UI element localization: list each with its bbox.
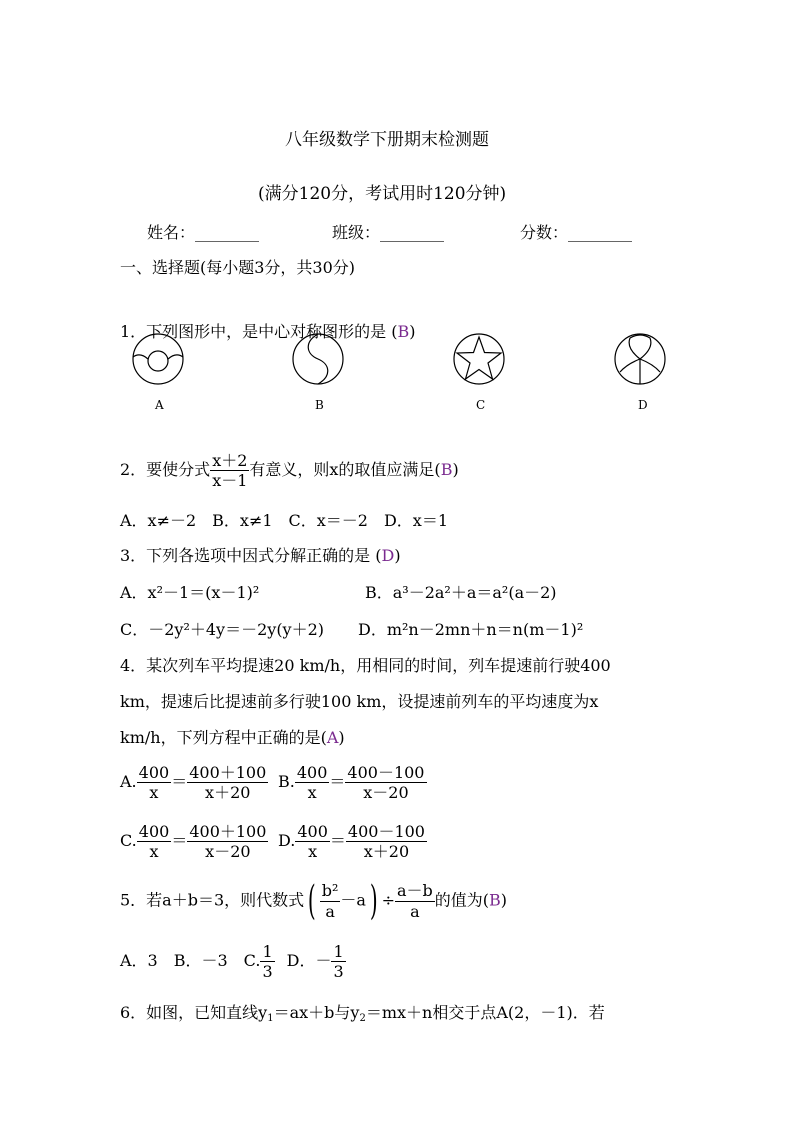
class-field: 班级：________ [332,223,445,242]
question-5: 5．若a＋b＝3，则代数式( $\frac{\text{b²}}{a}$ －a) ÷ $\frac{a-b}{a}$ 的值为(B) [120,878,508,924]
question-4-option-a: A. $\frac{400}{x}$ ＝ $\frac{400+100}{x+20}$ [120,763,267,803]
question-1: 1．下列图形中，是中心对称图形的是 (B) [120,322,416,341]
question-4-line-2: km，提速后比提速前多行驶100 km，设提速前列车的平均速度为x [120,692,599,711]
question-2: 2．要使分式 $\frac{x+2}{x-1}$ 有意义，则x的取值应满足(B) [120,451,459,491]
page-title: 八年级数学下册期末检测题 [285,130,489,150]
question-3-option-c: C．－2y²＋4y＝－2y(y＋2) [120,620,325,639]
question-3-option-a: A．x²－1＝(x－1)² [120,583,260,602]
question-6: 6．如图，已知直线$y_1=ax+b$与$y_2=mx+n$相交于点A(2，－1)．若 [120,1003,605,1024]
figure-label-d: D [638,398,648,412]
q2-fraction: $\frac{x+2}{x-1}$ [212,451,248,491]
question-5-answer: B [489,890,501,910]
figure-d [612,330,672,390]
name-field: 姓名：________ [147,223,260,242]
question-4-option-c: C. $\frac{400}{x}$ ＝ $\frac{400+100}{x-20}$ [120,822,267,862]
question-4-option-d: D. $\frac{400}{x}$ ＝ $\frac{400-100}{x+20}$ [278,822,425,862]
page-subtitle: (满分120分，考试用时120分钟) [258,184,507,204]
question-3: 3．下列各选项中因式分解正确的是 (D) [120,546,401,565]
question-3-option-d: D．m²n－2mn＋n＝n(m－1)² [358,620,584,639]
question-4-option-b: B. $\frac{400}{x}$ ＝ $\frac{400-100}{x-20}$ [278,763,425,803]
figure-label-b: B [315,398,324,412]
question-4-answer: A [326,728,339,747]
figure-b [290,330,350,390]
question-2-answer: B [440,460,453,480]
question-4-line-1: 4．某次列车平均提速20 km/h，用相同的时间，列车提速前行驶400 [120,656,611,675]
section-heading: 一、选择题(每小题3分，共30分) [120,258,356,277]
question-3-option-b: B．a³－2a²＋a＝a²(a－2) [365,583,557,602]
question-2-options: A．x≠－2 B．x≠1 C．x＝－2 D．x＝1 [120,511,449,530]
score-field: 分数：________ [520,223,633,242]
question-3-answer: D [381,546,395,565]
question-5-options: A．3 B．－3 C. $\frac{1}{3}$ D．－ $\frac{1}{3}$ [120,942,344,982]
figure-a [130,330,190,390]
question-1-answer: B [397,322,410,341]
question-4-line-3: km/h，下列方程中正确的是(A) [120,728,345,747]
figure-label-a: A [155,398,164,412]
question-1-text: 1．下列图形中，是中心对称图形的是 ( [120,322,398,341]
figure-label-c: C [476,398,486,412]
figure-c [450,330,510,390]
